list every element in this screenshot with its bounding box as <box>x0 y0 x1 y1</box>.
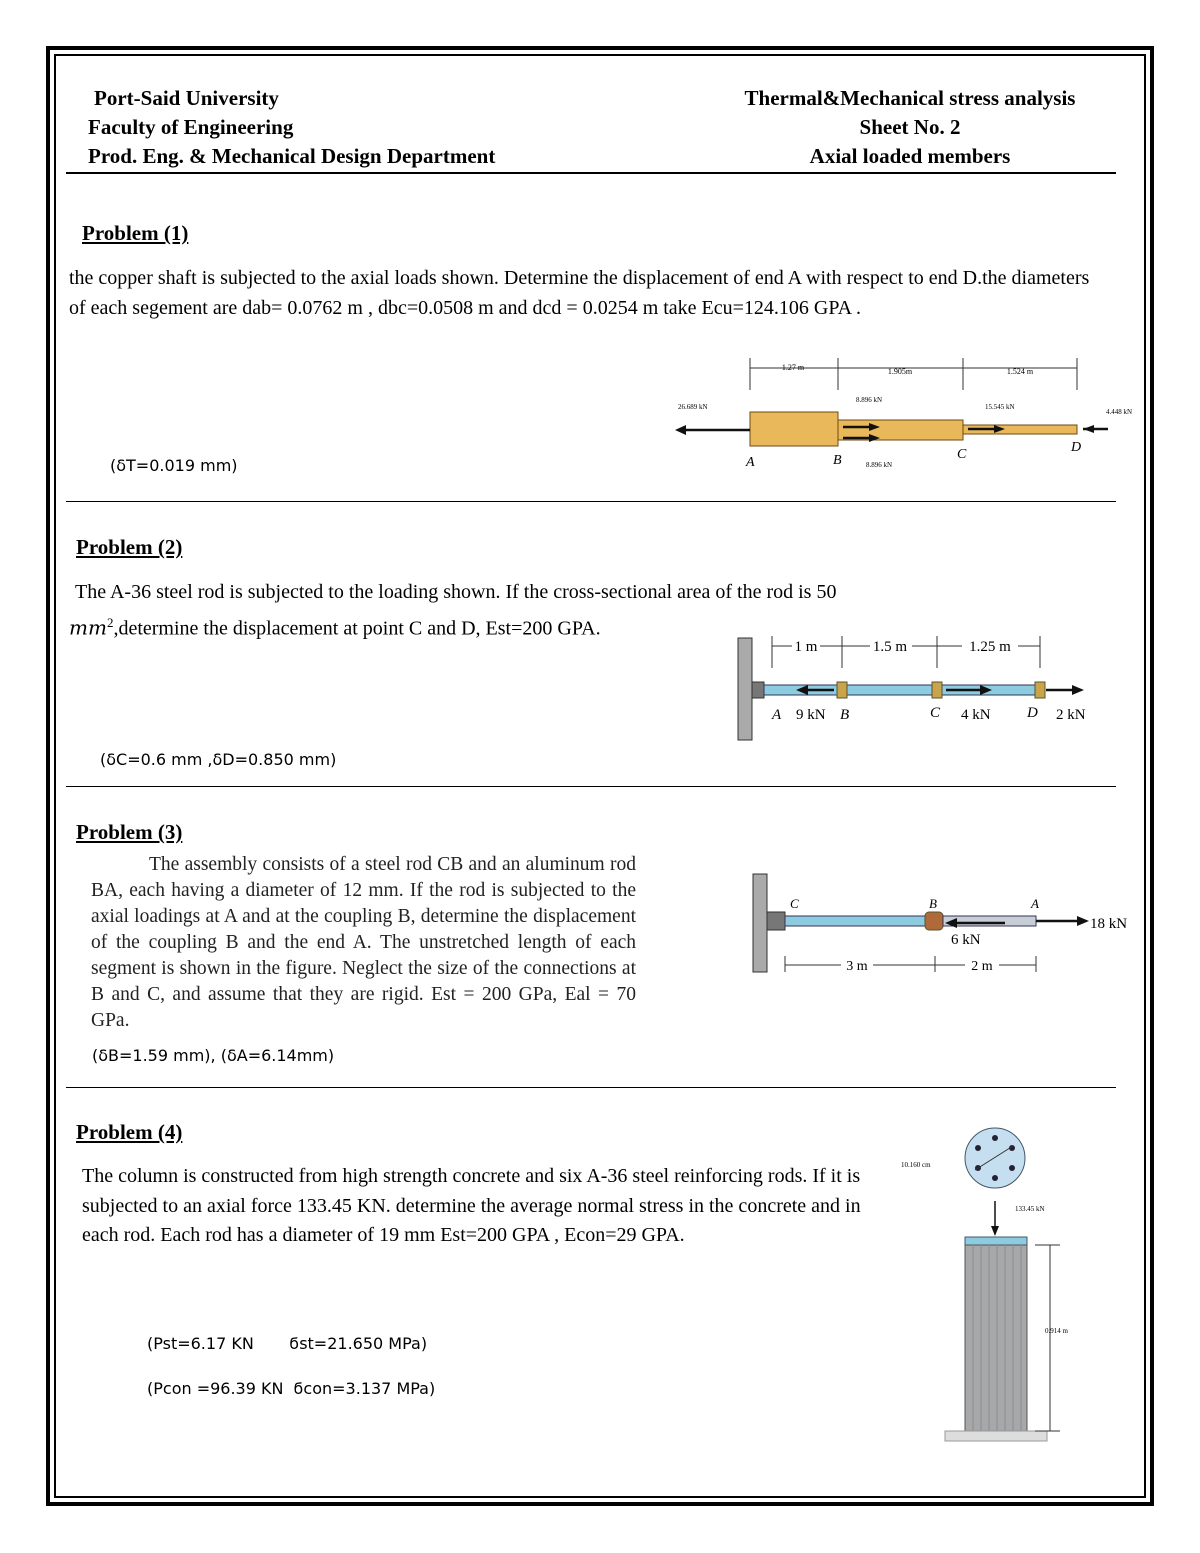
p3-dim-ba: 2 m <box>971 959 993 974</box>
p2-text-pre: The A-36 steel rod is subjected to the loading shown. If the cross-sectional area of the rod is 50 <box>75 581 837 603</box>
p2-label-d: D <box>1027 705 1038 721</box>
p1-load-b-top: 8.896 kN <box>856 396 883 404</box>
problem-3-answer: (δB=1.59 mm), (δA=6.14mm) <box>92 1046 335 1065</box>
p1-point-d: D <box>1071 440 1082 455</box>
p1-load-c: 15.545 kN <box>985 403 1015 411</box>
problem-4-answer-1: (Pst=6.17 KN ϭst=21.650 MPa) <box>147 1334 428 1353</box>
divider-2 <box>66 786 1116 787</box>
p2-collar-b <box>837 682 847 698</box>
p1-dim-cd: 1.524 m <box>1006 367 1034 376</box>
p4-column <box>965 1245 1027 1431</box>
p2-exp: 2 <box>106 614 114 630</box>
university-name: Port-Said University <box>94 86 279 110</box>
p3-label-c: C <box>790 896 799 911</box>
p3-steel-rod <box>785 916 935 926</box>
p1-dim-ab: 1.27 m <box>781 363 805 372</box>
p1-load-b-bottom: 8.896 kN <box>866 461 893 469</box>
p2-label-c: C <box>930 705 941 721</box>
p1-dim-bc: 1.905m <box>887 367 913 376</box>
p2-dim-bc: 1.5 m <box>872 639 908 655</box>
problem-1-title: Problem (1) <box>82 221 189 245</box>
p2-dim-ab: 1 m <box>794 639 818 655</box>
divider-3 <box>66 1087 1116 1088</box>
p1-point-c: C <box>957 447 967 462</box>
problem-3-title: Problem (3) <box>76 820 183 844</box>
p4-label-diameter: 10.160 cm <box>901 1161 931 1169</box>
problem-2-figure <box>730 632 1110 744</box>
p2-collar-d <box>1035 682 1045 698</box>
p3-label-18kn: 18 kN <box>1090 916 1128 932</box>
header-left <box>88 84 495 171</box>
p2-text-post: ,determine the displacement at point C and D, Est=200 GPA. <box>113 617 601 640</box>
problem-4-figure <box>895 1125 1095 1450</box>
problem-1-figure <box>670 350 1150 480</box>
faculty-name: Faculty of Engineering <box>88 115 294 139</box>
p3-label-6kn: 6 kN <box>951 932 981 948</box>
problem-4-text: The column is constructed from high strength concrete and six A-36 steel reinforcing rods. If it is subjected to an axial force 133.45 KN. determine the average normal stress in the concrete and in each rod. Each rod has a diameter of 19 mm Est=200 GPA , Econ=29 GPA. <box>82 1165 861 1246</box>
p1-load-a: 26.689 kN <box>678 403 708 411</box>
p2-wall <box>738 638 752 740</box>
department-name: Prod. Eng. & Mechanical Design Department <box>88 144 496 168</box>
p3-support-c <box>767 912 785 930</box>
p2-label-a: A <box>772 707 782 723</box>
p1-point-b: B <box>833 453 842 468</box>
p2-label-4kn: 4 kN <box>961 707 991 723</box>
p3-coupling-b <box>925 912 943 930</box>
p4-label-load: 133.45 kN <box>1015 1205 1045 1213</box>
p2-label-2kn: 2 kN <box>1056 707 1086 723</box>
p2-wall-support <box>752 682 764 698</box>
problem-2-answer: (δC=0.6 mm ,δD=0.850 mm) <box>100 750 337 769</box>
p4-column-cap <box>965 1237 1027 1245</box>
problem-1-answer: (δT=0.019 mm) <box>110 456 238 475</box>
problem-3-figure <box>745 872 1140 977</box>
course-title: Thermal&Mechanical stress analysis <box>744 86 1076 110</box>
p3-dim-cb: 3 m <box>846 959 868 974</box>
p3-label-b: B <box>929 896 937 911</box>
problem-1-text: the copper shaft is subjected to the axial loads shown. Determine the displacement of end A with respect to end D.the diameters of each segement are dab= 0.0762 m , dbc=0.0508 m and dcd = 0.0254 m take Ecu=124.106 GPA . <box>69 267 1090 319</box>
problem-2-title: Problem (2) <box>76 535 183 559</box>
p4-label-height: 0.914 m <box>1045 1327 1068 1335</box>
p1-load-d: 4.448 kN <box>1106 408 1133 416</box>
header-rule <box>66 172 1116 174</box>
problem-4-answer-2: (Pcon =96.39 KN ϭcon=3.137 MPa) <box>147 1379 436 1398</box>
divider-1 <box>66 501 1116 502</box>
p2-collar-c <box>932 682 942 698</box>
p3-wall <box>753 874 767 972</box>
sheet-number: Sheet No. 2 <box>859 115 961 139</box>
sheet-topic: Axial loaded members <box>809 144 1011 168</box>
problem-4-title: Problem (4) <box>76 1120 183 1144</box>
problem-3-text: The assembly consists of a steel rod CB and an aluminum rod BA, each having a diameter of 12 mm. If the rod is subjected to the axial loadings at A and at the coupling B, determine the displacement of the coupling B and the end A. The unstretched length of each segment is shown in the figure. Neglect the size of the connections at B and C, and assume that they are rigid. Est = 200 GPa, Eal = 70 GPa. <box>91 854 636 1031</box>
p2-label-b: B <box>840 707 850 723</box>
p1-point-a: A <box>746 455 755 470</box>
header-right <box>700 84 1120 171</box>
p3-label-a: A <box>1031 896 1039 911</box>
p2-unit: mm <box>69 615 107 640</box>
p2-dim-cd: 1.25 m <box>969 639 1011 655</box>
p4-base <box>945 1431 1047 1441</box>
p1-segment-ab <box>750 412 838 446</box>
p2-label-9kn: 9 kN <box>796 707 826 723</box>
